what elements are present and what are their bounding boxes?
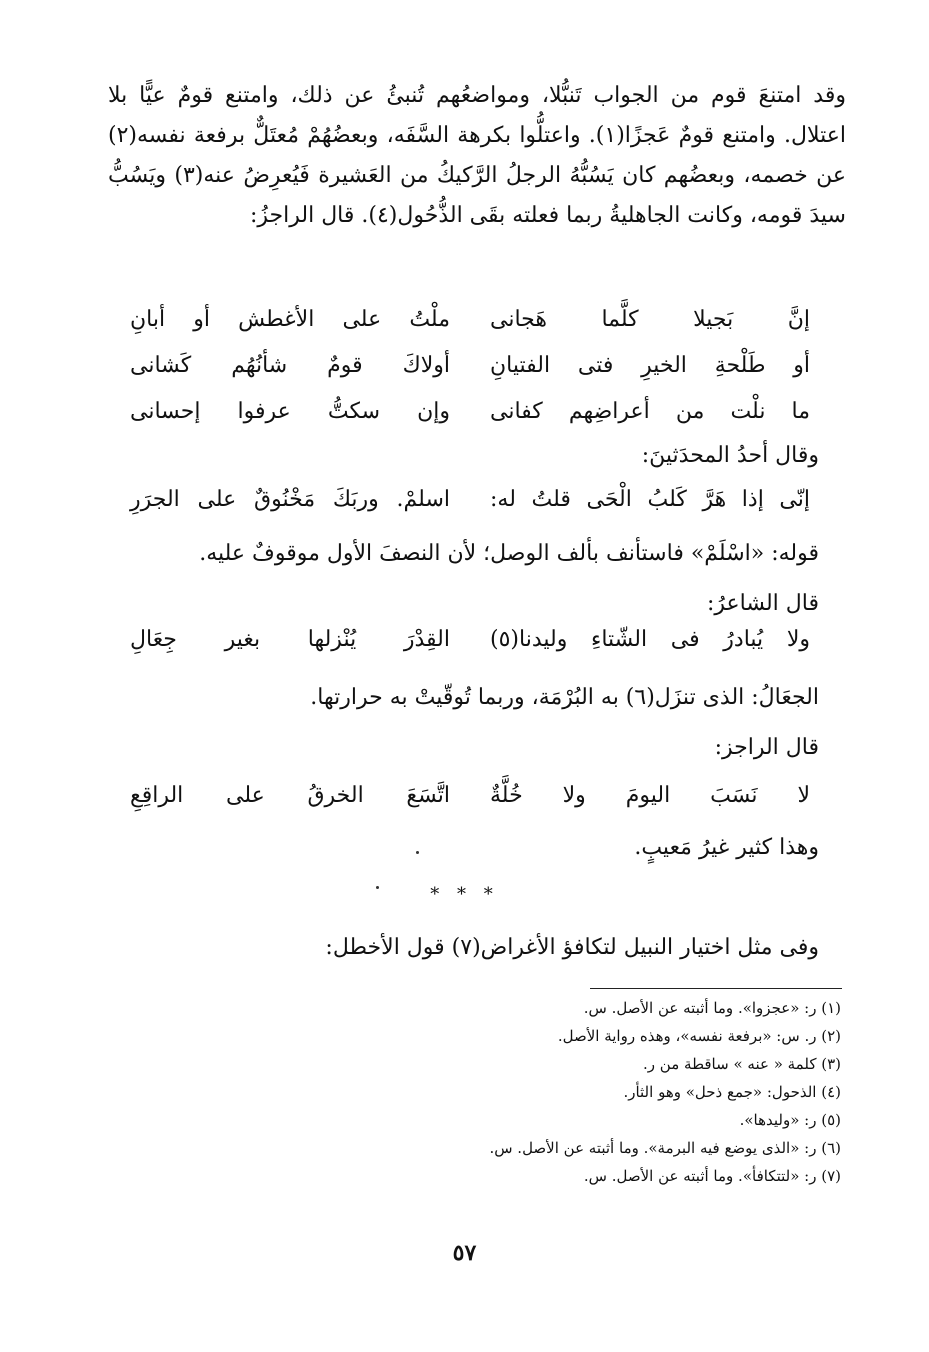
verse-first-hemistich: لا نَسَبَ اليومَ ولا خُلَّةٌ	[490, 783, 810, 808]
verse-row	[130, 298, 810, 342]
section-separator: * * *	[430, 884, 499, 905]
footnote: (٢) ر. س: «برفعة نفسه»، وهذه رواية الأصل.	[557, 1027, 841, 1045]
footnote: (١) ر: «عجزوا». وما أثبته عن الأصل. س.	[583, 999, 841, 1017]
mutahaddith-intro: وقال أحدُ المحدَثينَ:	[641, 443, 819, 468]
verse-first-hemistich: إنّى إذا هَرَّ كَلبُ الْحَى قلتُ له:	[490, 487, 810, 512]
ink-speck	[416, 851, 419, 854]
verse-second-hemistich: القِدْرَ يُنْزلها بغير جِعَالِ	[130, 627, 450, 652]
footnote: (٣) كلمة « عنه » ساقطة من ر.	[643, 1055, 841, 1073]
verse-row	[130, 390, 810, 434]
footnote: (٦) ر: «الذى يوضع فيه البرمة». وما أثبته عن الأصل. س.	[489, 1139, 841, 1157]
footnote: (٧) ر: «لتتكافأ». وما أثبته عن الأصل. س.	[583, 1167, 841, 1185]
verse-row	[130, 618, 810, 662]
verse-row	[130, 774, 810, 818]
page-number: ٥٧	[452, 1240, 477, 1266]
verse-second-hemistich: ملْتُ على الأغطش أو أبانِ	[130, 307, 450, 332]
verse-first-hemistich: ما نلْت من أعراضِهم كفانى	[490, 399, 810, 424]
footnote: (٤) الذحول: «جمع ذحل» وهو الثأر.	[623, 1083, 841, 1101]
verse-first-hemistich: ولا يُبادرُ فى الشّتاءِ وليدنا(٥)	[490, 627, 810, 652]
closing-note: وهذا كثير غيرُ مَعيبٍ.	[634, 835, 819, 860]
verse-row	[130, 344, 810, 388]
verse-second-hemistich: وإن سكتُّ عرفوا إحسانى	[130, 399, 450, 424]
verse-second-hemistich: اسلمْ. وربَكَ مَخْنُوقٌ على الجرَرِ	[130, 487, 450, 512]
verse-row	[130, 478, 810, 522]
verse-first-hemistich: إنَّ بَجيلا كلَّما هَجانى	[490, 307, 810, 332]
rajiz-intro: قال الراجز:	[714, 735, 819, 760]
next-paragraph: وفى مثل اختيار النبيل لتكافؤ الأغراض(٧) قول الأخطل:	[325, 935, 819, 960]
verse-first-hemistich: أو طَلْحةِ الخيرِ فتى الفتيانِ	[490, 353, 810, 378]
footnote: (٥) ر: «وليدها».	[739, 1111, 841, 1129]
poet-intro: قال الشاعرُ:	[706, 591, 819, 616]
verse-second-hemistich: اتَّسَعَ الخرقُ على الراقِعِ	[130, 783, 450, 808]
intro-paragraph: وقد امتنعَ قوم من الجواب تَنبُّلا، ومواضعُهم تُنبئُ عن ذلك، وامتنع قومٌ عيًّا بلا اعتلال. وامتنع قومٌ عَجزًا(١). واعتلُّوا بكرهة السَّفَه، وبعضُهُمْ مُعتَلٌّ برفعة نفسه(٢) عن خصمه، وبعضُهم كان يَسُبُّهُ الرجلُ الرَّكيكُ من العَشيرة فَيُعرِضُ عنه(٣) ويَسُبُّ سيدَ قومه، وكانت الجاهليةُ ربما فعلته بقَى الذُّحُول(٤). قال الراجزُ:	[108, 83, 846, 228]
commentary-line: الجعَالُ: الذى تنزَل(٦) به البُرْمَة، وربما تُوقّيتْ به حرارتها.	[310, 685, 819, 710]
verse-second-hemistich: أولاكَ قومٌ شأنُهُم كَشانى	[130, 353, 450, 378]
footnote-divider	[590, 988, 842, 989]
commentary-line: قوله: «اسْلَمْ» فاستأنف بألف الوصل؛ لأن النصفَ الأول موقوفٌ عليه.	[199, 541, 819, 566]
